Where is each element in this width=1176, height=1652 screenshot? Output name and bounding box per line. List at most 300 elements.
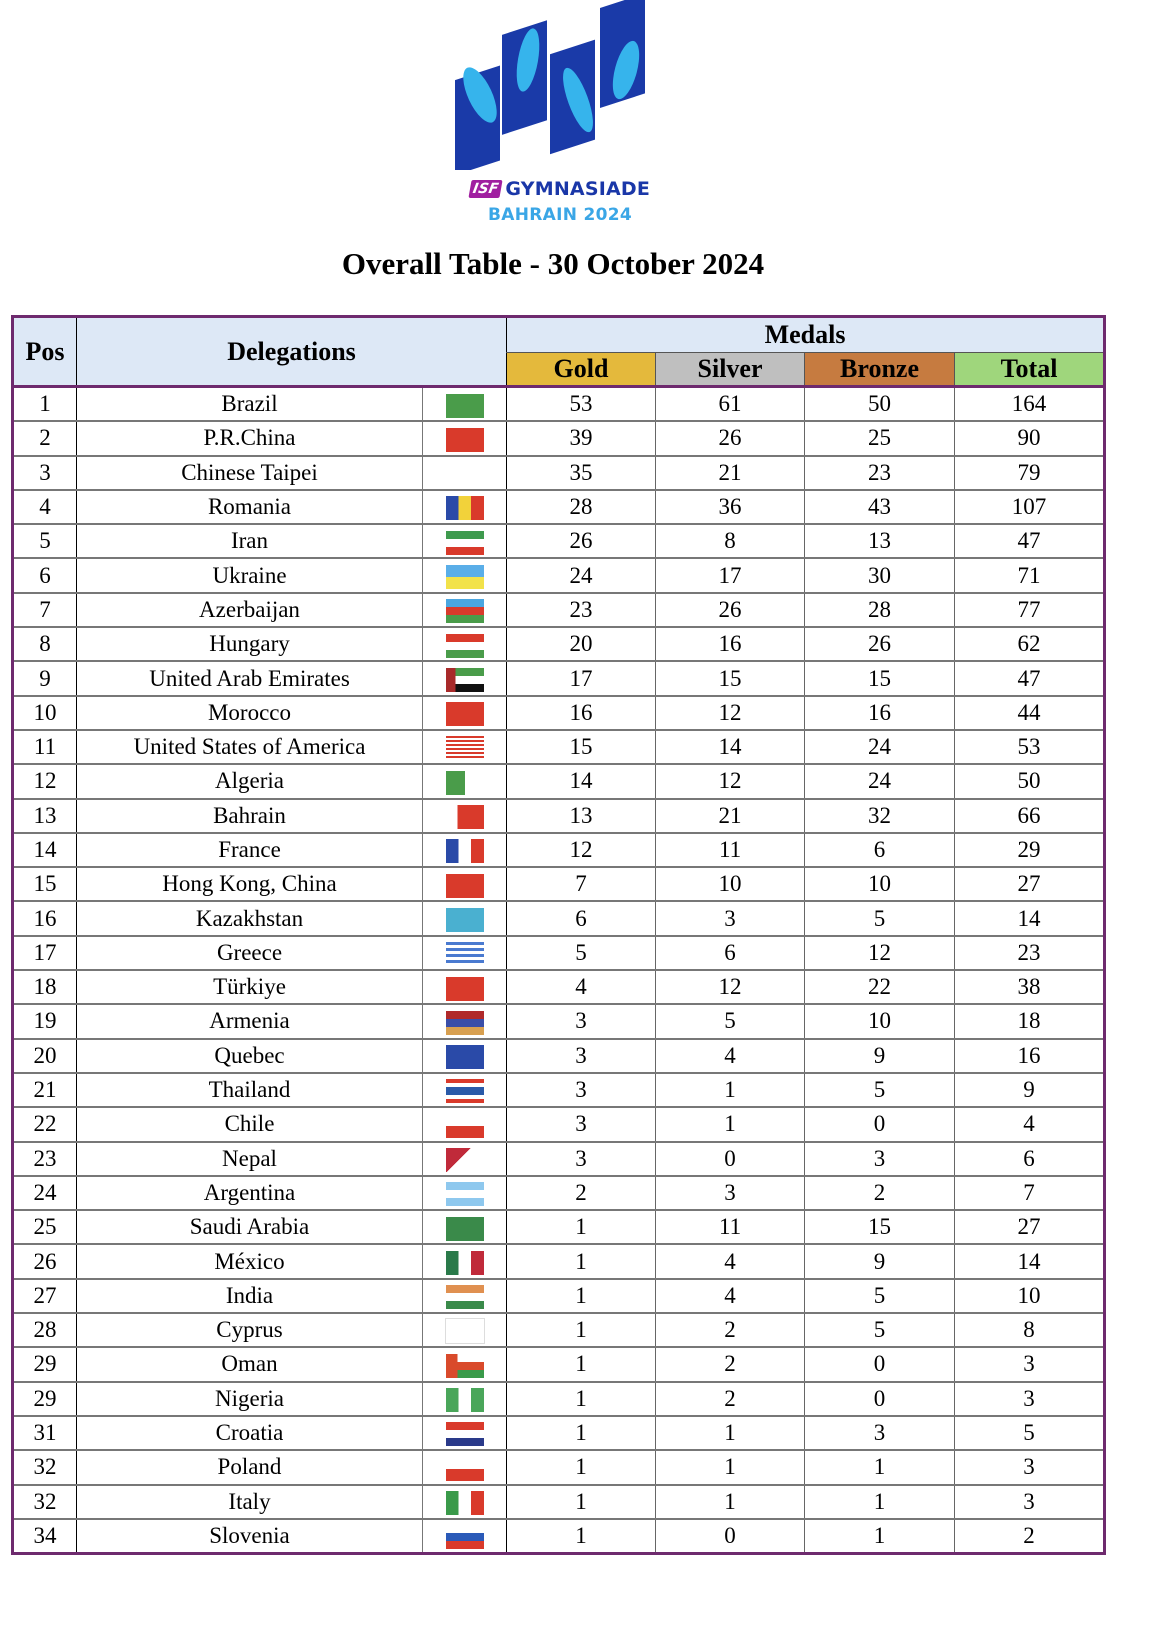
bronze-count: 43	[805, 490, 955, 524]
delegation-name: Thailand	[77, 1073, 423, 1107]
total-count: 50	[955, 764, 1105, 798]
table-row-usa	[13, 730, 1105, 764]
header-delegations: Delegations	[77, 317, 507, 387]
bronze-count: 5	[805, 901, 955, 935]
flag-cell	[423, 1176, 507, 1210]
bronze-count: 50	[805, 387, 955, 422]
header-silver: Silver	[656, 353, 805, 387]
uae-flag-icon	[446, 668, 484, 692]
table-row-china	[13, 421, 1105, 455]
total-count: 14	[955, 901, 1105, 935]
header-medals: Medals	[507, 317, 1105, 353]
bronze-count: 1	[805, 1450, 955, 1484]
delegation-name: United States of America	[77, 730, 423, 764]
total-count: 14	[955, 1244, 1105, 1278]
silver-count: 3	[656, 901, 805, 935]
header-bronze: Bronze	[805, 353, 955, 387]
position: 15	[13, 867, 77, 901]
flag-cell	[423, 730, 507, 764]
india-flag-icon	[446, 1285, 484, 1309]
flag-cell	[423, 1279, 507, 1313]
delegation-name: Poland	[77, 1450, 423, 1484]
flag-cell	[423, 1416, 507, 1450]
table-row-iran	[13, 524, 1105, 558]
table-row-kazakhstan	[13, 901, 1105, 935]
delegation-name: Chile	[77, 1107, 423, 1141]
gold-count: 53	[507, 387, 656, 422]
gold-count: 1	[507, 1244, 656, 1278]
table-row-italy	[13, 1485, 1105, 1519]
delegation-name: Italy	[77, 1485, 423, 1519]
header-pos: Pos	[13, 317, 77, 387]
gold-count: 4	[507, 970, 656, 1004]
silver-count: 12	[656, 970, 805, 1004]
gold-count: 26	[507, 524, 656, 558]
flag-cell	[423, 1210, 507, 1244]
gold-count: 14	[507, 764, 656, 798]
bronze-count: 2	[805, 1176, 955, 1210]
total-count: 47	[955, 661, 1105, 695]
gold-count: 1	[507, 1416, 656, 1450]
kazakhstan-flag-icon	[446, 908, 484, 932]
armenia-flag-icon	[446, 1011, 484, 1035]
table-row-india	[13, 1279, 1105, 1313]
silver-count: 0	[656, 1142, 805, 1176]
silver-count: 5	[656, 1004, 805, 1038]
position: 32	[13, 1485, 77, 1519]
silver-count: 1	[656, 1485, 805, 1519]
delegation-name: Bahrain	[77, 799, 423, 833]
total-count: 29	[955, 833, 1105, 867]
delegation-name: Argentina	[77, 1176, 423, 1210]
total-count: 27	[955, 867, 1105, 901]
cyprus-flag-icon	[445, 1318, 485, 1344]
table-row-hungary	[13, 627, 1105, 661]
gold-count: 3	[507, 1142, 656, 1176]
delegation-name: United Arab Emirates	[77, 661, 423, 695]
bronze-count: 9	[805, 1039, 955, 1073]
silver-count: 10	[656, 867, 805, 901]
delegation-name: P.R.China	[77, 421, 423, 455]
slovenia-flag-icon	[446, 1525, 484, 1549]
gold-count: 12	[507, 833, 656, 867]
position: 29	[13, 1382, 77, 1416]
flag-cell	[423, 1313, 507, 1347]
delegation-name: Saudi Arabia	[77, 1210, 423, 1244]
greece-flag-icon	[446, 942, 484, 966]
total-count: 3	[955, 1450, 1105, 1484]
bronze-count: 0	[805, 1107, 955, 1141]
mexico-flag-icon	[446, 1251, 484, 1275]
silver-count: 4	[656, 1279, 805, 1313]
table-row-thailand	[13, 1073, 1105, 1107]
table-row-azerbaijan	[13, 593, 1105, 627]
table-row-armenia	[13, 1004, 1105, 1038]
total-count: 71	[955, 558, 1105, 592]
total-count: 27	[955, 1210, 1105, 1244]
usa-flag-icon	[446, 736, 484, 760]
total-count: 90	[955, 421, 1105, 455]
quebec-flag-icon	[446, 1045, 484, 1069]
table-row-chile	[13, 1107, 1105, 1141]
delegation-name: Hong Kong, China	[77, 867, 423, 901]
position: 11	[13, 730, 77, 764]
position: 3	[13, 456, 77, 490]
gymnasiade-logo	[440, 0, 680, 230]
logo-event-name	[440, 178, 680, 200]
oman-flag-icon	[446, 1354, 484, 1378]
gold-count: 1	[507, 1519, 656, 1554]
gold-count: 1	[507, 1450, 656, 1484]
position: 31	[13, 1416, 77, 1450]
logo-location-year: BAHRAIN 2024	[488, 205, 632, 225]
silver-count: 3	[656, 1176, 805, 1210]
position: 20	[13, 1039, 77, 1073]
total-count: 16	[955, 1039, 1105, 1073]
position: 1	[13, 387, 77, 422]
gold-count: 2	[507, 1176, 656, 1210]
silver-count: 26	[656, 593, 805, 627]
silver-count: 36	[656, 490, 805, 524]
delegation-name: Hungary	[77, 627, 423, 661]
silver-count: 11	[656, 833, 805, 867]
bronze-count: 30	[805, 558, 955, 592]
gold-count: 3	[507, 1107, 656, 1141]
morocco-flag-icon	[446, 702, 484, 726]
total-count: 44	[955, 696, 1105, 730]
flag-cell	[423, 799, 507, 833]
delegation-name: Greece	[77, 936, 423, 970]
total-count: 7	[955, 1176, 1105, 1210]
table-row-mexico	[13, 1244, 1105, 1278]
position: 6	[13, 558, 77, 592]
turkiye-flag-icon	[446, 977, 484, 1001]
bronze-count: 13	[805, 524, 955, 558]
table-row-nigeria	[13, 1382, 1105, 1416]
position: 8	[13, 627, 77, 661]
gold-count: 1	[507, 1210, 656, 1244]
flag-cell	[423, 1039, 507, 1073]
bahrain-flag-icon	[446, 805, 484, 829]
gold-count: 1	[507, 1279, 656, 1313]
silver-count: 26	[656, 421, 805, 455]
bronze-count: 0	[805, 1347, 955, 1381]
bronze-count: 26	[805, 627, 955, 661]
table-row-poland	[13, 1450, 1105, 1484]
hungary-flag-icon	[446, 634, 484, 658]
delegation-name: Romania	[77, 490, 423, 524]
azerbaijan-flag-icon	[446, 599, 484, 623]
flag-cell	[423, 1519, 507, 1554]
flag-cell	[423, 1450, 507, 1484]
position: 2	[13, 421, 77, 455]
delegation-name: France	[77, 833, 423, 867]
ukraine-flag-icon	[446, 565, 484, 589]
delegation-name: Brazil	[77, 387, 423, 422]
isf-badge: ISF	[468, 180, 503, 198]
brazil-flag-icon	[446, 394, 484, 418]
delegation-name: Croatia	[77, 1416, 423, 1450]
silver-count: 6	[656, 936, 805, 970]
position: 28	[13, 1313, 77, 1347]
flag-cell	[423, 867, 507, 901]
table-row-saudi-arabia	[13, 1210, 1105, 1244]
algeria-flag-icon	[446, 771, 484, 795]
flag-cell	[423, 1107, 507, 1141]
chile-flag-icon	[446, 1114, 484, 1138]
bronze-count: 1	[805, 1485, 955, 1519]
bronze-count: 22	[805, 970, 955, 1004]
bronze-count: 23	[805, 456, 955, 490]
medal-table	[11, 315, 1106, 1555]
total-count: 164	[955, 387, 1105, 422]
table-row-greece	[13, 936, 1105, 970]
bronze-count: 25	[805, 421, 955, 455]
delegation-name: Armenia	[77, 1004, 423, 1038]
bronze-count: 3	[805, 1416, 955, 1450]
bronze-count: 15	[805, 1210, 955, 1244]
total-count: 9	[955, 1073, 1105, 1107]
position: 7	[13, 593, 77, 627]
gold-count: 28	[507, 490, 656, 524]
delegation-name: Algeria	[77, 764, 423, 798]
flag-cell	[423, 661, 507, 695]
position: 14	[13, 833, 77, 867]
silver-count: 1	[656, 1416, 805, 1450]
gold-count: 3	[507, 1004, 656, 1038]
position: 12	[13, 764, 77, 798]
gold-count: 1	[507, 1347, 656, 1381]
table-row-uae	[13, 661, 1105, 695]
flag-cell	[423, 1142, 507, 1176]
table-row-romania	[13, 490, 1105, 524]
china-flag-icon	[446, 428, 484, 452]
position: 5	[13, 524, 77, 558]
total-count: 38	[955, 970, 1105, 1004]
position: 17	[13, 936, 77, 970]
total-count: 3	[955, 1347, 1105, 1381]
iran-flag-icon	[446, 531, 484, 555]
bronze-count: 24	[805, 764, 955, 798]
gold-count: 7	[507, 867, 656, 901]
total-count: 77	[955, 593, 1105, 627]
position: 16	[13, 901, 77, 935]
flag-cell	[423, 593, 507, 627]
bronze-count: 32	[805, 799, 955, 833]
gold-count: 20	[507, 627, 656, 661]
delegation-name: Morocco	[77, 696, 423, 730]
silver-count: 21	[656, 799, 805, 833]
gold-count: 23	[507, 593, 656, 627]
gold-count: 5	[507, 936, 656, 970]
gold-count: 3	[507, 1039, 656, 1073]
position: 21	[13, 1073, 77, 1107]
table-row-slovenia	[13, 1519, 1105, 1554]
delegation-name: Iran	[77, 524, 423, 558]
flag-cell	[423, 1004, 507, 1038]
gold-count: 35	[507, 456, 656, 490]
position: 25	[13, 1210, 77, 1244]
position: 23	[13, 1142, 77, 1176]
header-gold: Gold	[507, 353, 656, 387]
total-count: 23	[955, 936, 1105, 970]
total-count: 10	[955, 1279, 1105, 1313]
gold-count: 16	[507, 696, 656, 730]
gold-count: 15	[507, 730, 656, 764]
flag-cell	[423, 764, 507, 798]
bronze-count: 15	[805, 661, 955, 695]
page-title: Overall Table - 30 October 2024	[341, 246, 765, 281]
bronze-count: 24	[805, 730, 955, 764]
delegation-name: México	[77, 1244, 423, 1278]
table-row-hong-kong	[13, 867, 1105, 901]
argentina-flag-icon	[446, 1182, 484, 1206]
header-total: Total	[955, 353, 1105, 387]
total-count: 62	[955, 627, 1105, 661]
saudi-arabia-flag-icon	[446, 1217, 484, 1241]
chinese-taipei-flag-icon	[446, 462, 484, 486]
table-row-brazil	[13, 387, 1105, 422]
nepal-flag-icon	[446, 1148, 484, 1172]
gold-count: 3	[507, 1073, 656, 1107]
total-count: 107	[955, 490, 1105, 524]
bronze-count: 5	[805, 1279, 955, 1313]
bronze-count: 16	[805, 696, 955, 730]
delegation-name: Nepal	[77, 1142, 423, 1176]
table-row-algeria	[13, 764, 1105, 798]
flag-cell	[423, 627, 507, 661]
total-count: 66	[955, 799, 1105, 833]
bronze-count: 6	[805, 833, 955, 867]
position: 24	[13, 1176, 77, 1210]
bronze-count: 3	[805, 1142, 955, 1176]
position: 32	[13, 1450, 77, 1484]
delegation-name: Chinese Taipei	[77, 456, 423, 490]
total-count: 3	[955, 1485, 1105, 1519]
table-row-france	[13, 833, 1105, 867]
france-flag-icon	[446, 839, 484, 863]
table-row-turkiye	[13, 970, 1105, 1004]
table-row-chinese-taipei	[13, 456, 1105, 490]
table-row-oman	[13, 1347, 1105, 1381]
flag-cell	[423, 1485, 507, 1519]
flag-cell	[423, 421, 507, 455]
gold-count: 24	[507, 558, 656, 592]
position: 22	[13, 1107, 77, 1141]
delegation-name: Azerbaijan	[77, 593, 423, 627]
silver-count: 17	[656, 558, 805, 592]
croatia-flag-icon	[446, 1422, 484, 1446]
silver-count: 4	[656, 1039, 805, 1073]
bronze-count: 9	[805, 1244, 955, 1278]
silver-count: 4	[656, 1244, 805, 1278]
flag-cell	[423, 1244, 507, 1278]
position: 9	[13, 661, 77, 695]
silver-count: 1	[656, 1107, 805, 1141]
position: 26	[13, 1244, 77, 1278]
silver-count: 11	[656, 1210, 805, 1244]
flag-cell	[423, 901, 507, 935]
silver-count: 1	[656, 1450, 805, 1484]
logo-line1: GYMNASIADE	[505, 178, 651, 200]
bronze-count: 0	[805, 1382, 955, 1416]
silver-count: 8	[656, 524, 805, 558]
flag-cell	[423, 696, 507, 730]
total-count: 18	[955, 1004, 1105, 1038]
flag-cell	[423, 1347, 507, 1381]
flag-cell	[423, 833, 507, 867]
flag-cell	[423, 387, 507, 422]
delegation-name: Türkiye	[77, 970, 423, 1004]
silver-count: 14	[656, 730, 805, 764]
table-row-nepal	[13, 1142, 1105, 1176]
flag-cell	[423, 936, 507, 970]
delegation-name: India	[77, 1279, 423, 1313]
position: 19	[13, 1004, 77, 1038]
silver-count: 12	[656, 696, 805, 730]
bronze-count: 28	[805, 593, 955, 627]
gold-count: 1	[507, 1485, 656, 1519]
gold-count: 1	[507, 1313, 656, 1347]
position: 4	[13, 490, 77, 524]
delegation-name: Cyprus	[77, 1313, 423, 1347]
table-row-cyprus	[13, 1313, 1105, 1347]
delegation-name: Slovenia	[209, 1522, 290, 1548]
bronze-count: 10	[805, 867, 955, 901]
delegation-name: Kazakhstan	[77, 901, 423, 935]
position: 27	[13, 1279, 77, 1313]
table-row-morocco	[13, 696, 1105, 730]
table-row-croatia	[13, 1416, 1105, 1450]
bronze-count: 1	[805, 1519, 955, 1554]
position: 34	[13, 1519, 77, 1554]
total-count: 6	[955, 1142, 1105, 1176]
gold-count: 13	[507, 799, 656, 833]
delegation-name: Quebec	[77, 1039, 423, 1073]
total-count: 3	[955, 1382, 1105, 1416]
athletes-emblem-icon	[440, 0, 680, 170]
silver-count: 2	[656, 1313, 805, 1347]
table-row-ukraine	[13, 558, 1105, 592]
flag-cell	[423, 1073, 507, 1107]
position: 13	[13, 799, 77, 833]
total-count: 47	[955, 524, 1105, 558]
poland-flag-icon	[446, 1457, 484, 1481]
gold-count: 39	[507, 421, 656, 455]
flag-cell	[423, 524, 507, 558]
delegation-name: Ukraine	[77, 558, 423, 592]
total-count: 53	[955, 730, 1105, 764]
silver-count: 16	[656, 627, 805, 661]
bronze-count: 5	[805, 1313, 955, 1347]
gold-count: 6	[507, 901, 656, 935]
silver-count: 2	[656, 1382, 805, 1416]
total-count: 8	[955, 1313, 1105, 1347]
total-count: 2	[955, 1519, 1105, 1554]
delegation-name: Nigeria	[77, 1382, 423, 1416]
silver-count: 0	[656, 1519, 805, 1554]
nigeria-flag-icon	[446, 1388, 484, 1412]
delegation-name: Oman	[77, 1347, 423, 1381]
silver-count: 21	[656, 456, 805, 490]
silver-count: 12	[656, 764, 805, 798]
table-row-argentina	[13, 1176, 1105, 1210]
position: 29	[13, 1347, 77, 1381]
flag-cell	[423, 490, 507, 524]
position: 10	[13, 696, 77, 730]
total-count: 5	[955, 1416, 1105, 1450]
total-count: 79	[955, 456, 1105, 490]
